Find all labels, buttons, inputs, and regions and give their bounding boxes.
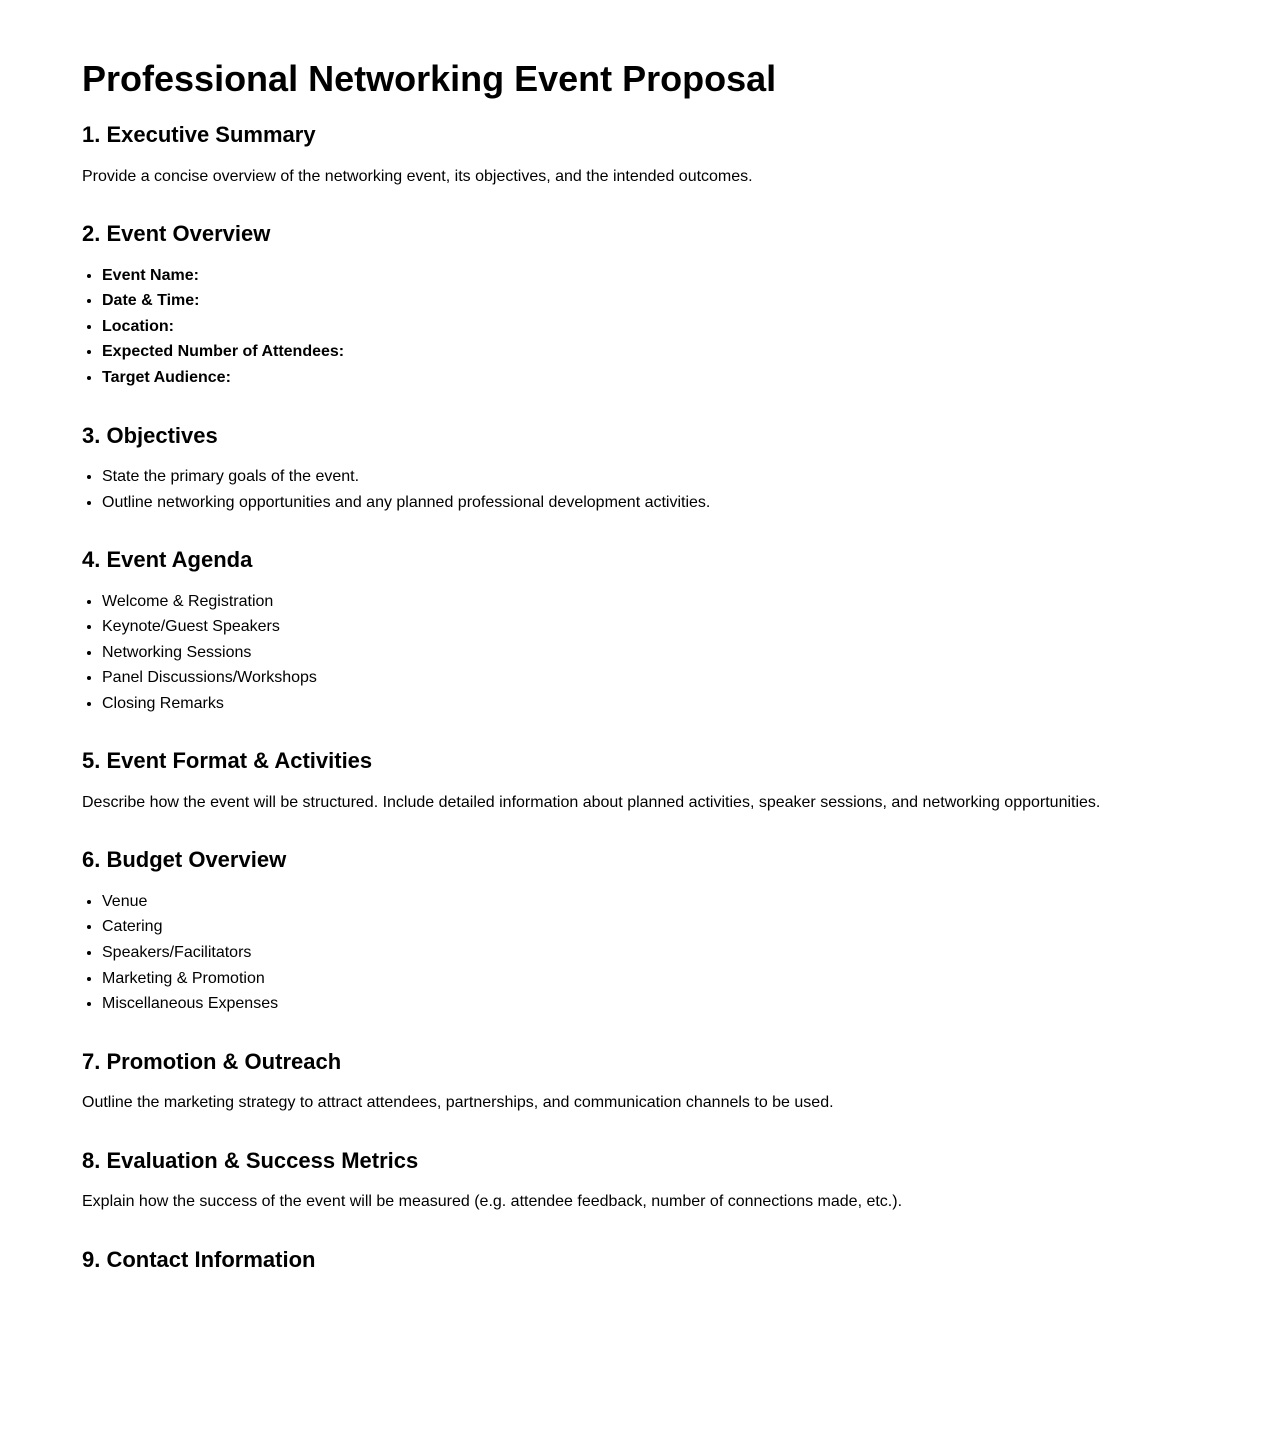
section-event-format — [82, 748, 1181, 815]
event-overview-list — [82, 263, 1181, 391]
section-objectives — [82, 423, 1181, 516]
list-item-target-audience: • Target Audience: — [102, 365, 1181, 391]
section-heading: 8. Evaluation & Success Metrics — [82, 1147, 419, 1173]
section-event-overview — [82, 221, 1181, 390]
section-contact-information — [82, 1247, 1181, 1273]
list-item: • Welcome & Registration — [102, 589, 1181, 615]
list-item: • Miscellaneous Expenses — [102, 991, 1181, 1017]
list-item: • Panel Discussions/Workshops — [102, 665, 1181, 691]
section-heading: 9. Contact Information — [82, 1246, 316, 1272]
section-executive-summary — [82, 122, 1181, 189]
section-heading: 6. Budget Overview — [82, 847, 287, 873]
list-item-date-time: • Date & Time: — [102, 288, 1181, 314]
section-budget-overview — [82, 847, 1181, 1016]
section-heading: 4. Event Agenda — [82, 547, 253, 573]
list-item: • Closing Remarks — [102, 691, 1181, 717]
list-item: • Marketing & Promotion — [102, 966, 1181, 992]
section-heading: 2. Event Overview — [82, 221, 271, 247]
objectives-list — [82, 464, 1181, 515]
page-title: Professional Networking Event Proposal — [82, 58, 777, 99]
list-item-location: • Location: — [102, 314, 1181, 340]
list-item-event-name: • Event Name: — [102, 263, 1181, 289]
list-item: • State the primary goals of the event. — [102, 464, 1181, 490]
list-item-attendees: • Expected Number of Attendees: — [102, 339, 1181, 365]
section-heading: 5. Event Format & Activities — [82, 748, 373, 774]
list-item: • Outline networking opportunities and any planned professional development activities. — [102, 490, 1181, 516]
list-item: • Speakers/Facilitators — [102, 940, 1181, 966]
section-heading: 7. Promotion & Outreach — [82, 1048, 342, 1074]
list-item: • Venue — [102, 889, 1181, 915]
section-paragraph: Outline the marketing strategy to attract attendees, partnerships, and communication channels to be used. — [82, 1094, 834, 1112]
list-item: • Keynote/Guest Speakers — [102, 614, 1181, 640]
section-paragraph: Describe how the event will be structured. Include detailed information about planned activities, speaker sessions, and networking opportunities. — [82, 793, 1101, 811]
section-heading: 3. Objectives — [82, 422, 218, 448]
budget-list — [82, 889, 1181, 1017]
list-item: • Networking Sessions — [102, 640, 1181, 666]
section-evaluation-metrics — [82, 1148, 1181, 1215]
section-heading: 1. Executive Summary — [82, 122, 316, 148]
list-item: • Catering — [102, 914, 1181, 940]
section-paragraph: Explain how the success of the event will be measured (e.g. attendee feedback, number of connections made, etc.). — [82, 1193, 903, 1211]
section-paragraph: Provide a concise overview of the networking event, its objectives, and the intended outcomes. — [82, 167, 753, 185]
section-promotion-outreach — [82, 1049, 1181, 1116]
section-event-agenda — [82, 547, 1181, 716]
agenda-list — [82, 589, 1181, 717]
